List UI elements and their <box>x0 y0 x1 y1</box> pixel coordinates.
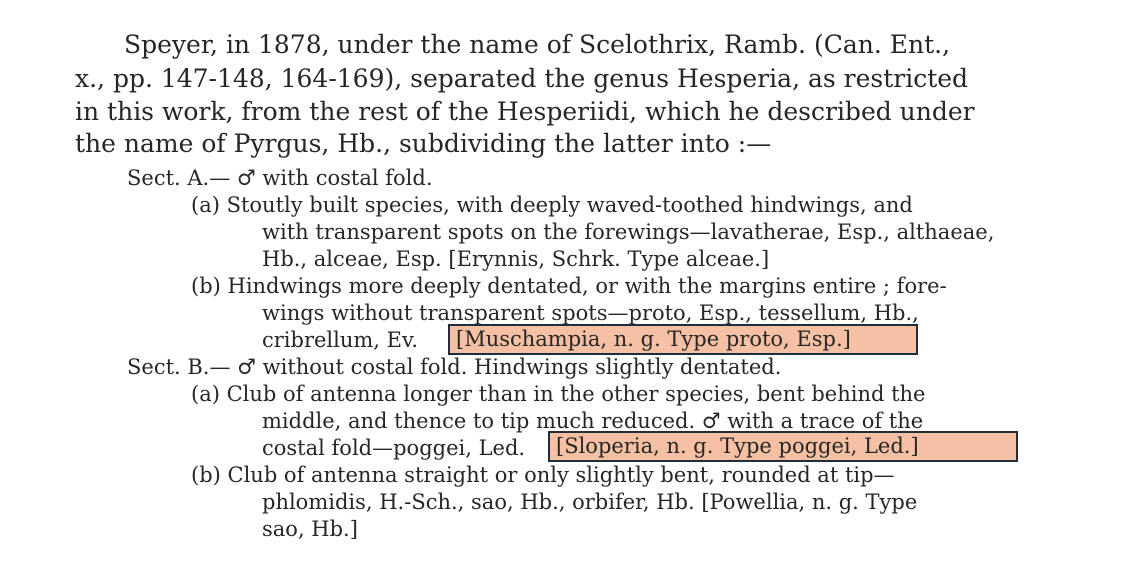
sect-b-item-a-line: costal fold—poggei, Led. <box>262 436 526 460</box>
sect-b-item-b-line: phlomidis, H.-Sch., sao, Hb., orbifer, Hb. [Powellia, n. g. Type <box>262 490 918 514</box>
paragraph-line: x., pp. 147-148, 164-169), separated the genus Hesperia, as restricted <box>75 64 969 93</box>
highlight-muschampia: [Muschampia, n. g. Type proto, Esp.] <box>450 326 916 353</box>
sect-a-heading: Sect. A.— ♂ with costal fold. <box>127 166 433 190</box>
sect-a-item-b-line: wings without transparent spots—proto, Esp., tessellum, Hb., <box>262 301 919 325</box>
sect-b-item-b-line: (b) Club of antenna straight or only slightly bent, rounded at tip— <box>191 463 895 487</box>
sect-a-item-a-line: with transparent spots on the forewings—lavatherae, Esp., althaeae, <box>262 220 995 244</box>
sect-b-item-b-line: sao, Hb.] <box>262 517 358 541</box>
sect-a-item-b-line: cribrellum, Ev. <box>262 328 419 352</box>
sect-b-item-a-line: (a) Club of antenna longer than in the other species, bent behind the <box>191 382 926 406</box>
sect-a-item-a-line: Hb., alceae, Esp. [Erynnis, Schrk. Type alceae.] <box>262 247 770 271</box>
paragraph-line: in this work, from the rest of the Hesperiidi, which he described under <box>75 97 975 126</box>
sect-b-item-a-line: middle, and thence to tip much reduced. ♂ with a trace of the <box>262 409 924 433</box>
sect-a-item-a-line: (a) Stoutly built species, with deeply waved-toothed hindwings, and <box>191 193 913 217</box>
sect-b-heading: Sect. B.— ♂ without costal fold. Hindwings slightly dentated. <box>127 355 782 379</box>
sect-a-item-b-line: (b) Hindwings more deeply dentated, or with the margins entire ; fore- <box>191 274 947 298</box>
highlight-sloperia: [Sloperia, n. g. Type poggei, Led.] <box>550 433 1016 460</box>
paragraph-line: the name of Pyrgus, Hb., subdividing the latter into :— <box>75 129 772 158</box>
paragraph-line: Speyer, in 1878, under the name of Scelothrix, Ramb. (Can. Ent., <box>124 30 951 59</box>
